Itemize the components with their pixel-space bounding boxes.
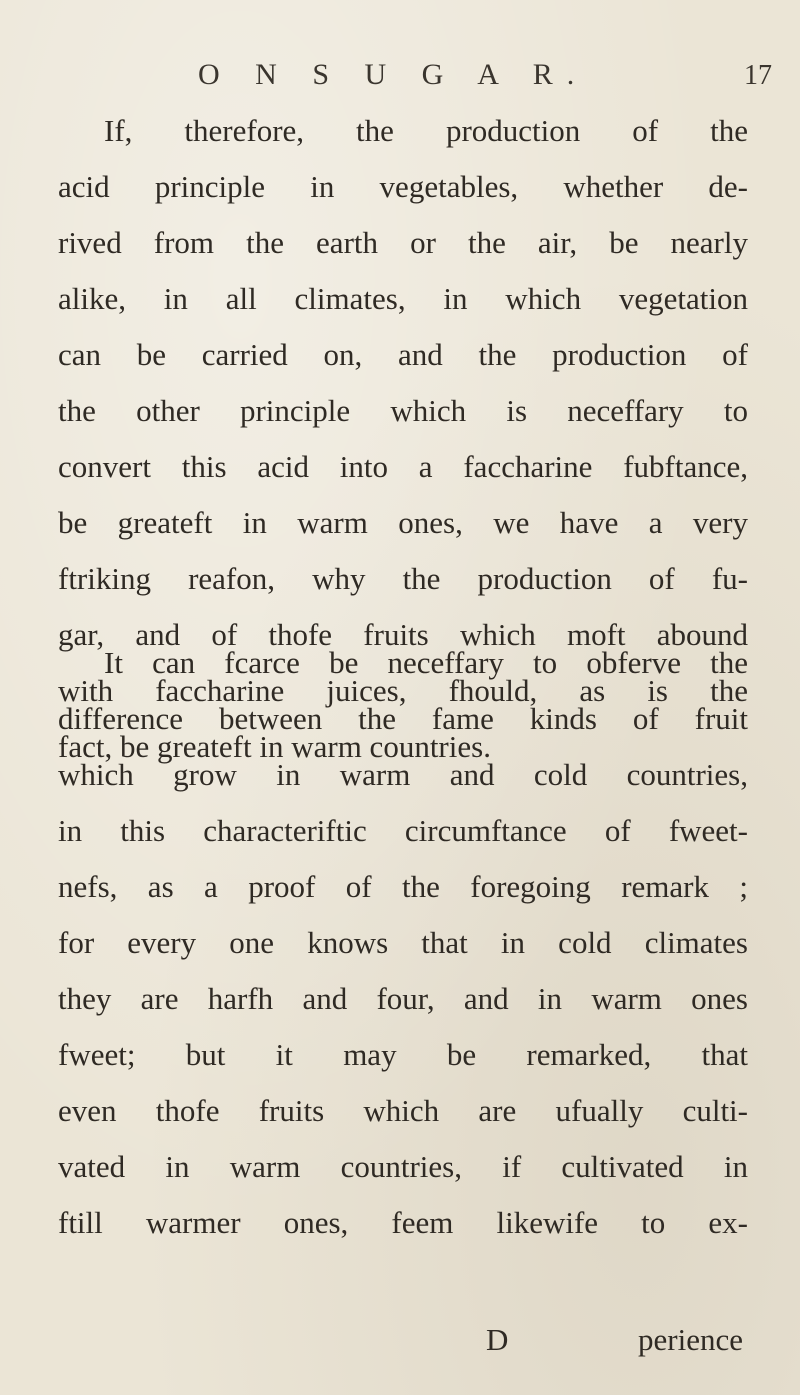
text-line: gar, and of thofe fruits which moft abound — [58, 617, 748, 652]
text-line: ftill warmer ones, feem likewife to ex- — [58, 1205, 748, 1240]
text-line: in this characteriftic circumftance of fweet- — [58, 813, 748, 848]
page-footer — [58, 1312, 748, 1368]
paragraph-2 — [58, 635, 748, 1251]
text-line: It can fcarce be neceffary to obferve the — [104, 645, 748, 680]
text-line: fact, be greateft in warm countries. — [58, 729, 491, 764]
text-line: nefs, as a proof of the foregoing remark ; — [58, 869, 748, 904]
text-line: ftriking reafon, why the production of fu- — [58, 561, 748, 596]
text-line: be greateft in warm ones, we have a very — [58, 505, 748, 540]
text-line: rived from the earth or the air, be nearly — [58, 225, 748, 260]
text-line: vated in warm countries, if cultivated in — [58, 1149, 748, 1184]
text-line: even thofe fruits which are ufually culti- — [58, 1093, 748, 1128]
text-line: they are harfh and four, and in warm ones — [58, 981, 748, 1016]
running-head: O N S U G A R. — [198, 58, 589, 91]
text-line: which grow in warm and cold countries, — [58, 757, 748, 792]
text-line: acid principle in vegetables, whether de- — [58, 169, 748, 204]
text-line: with faccharine juices, fhould, as is the — [58, 673, 748, 708]
text-line: can be carried on, and the production of — [58, 337, 748, 372]
text-line: fweet; but it may be remarked, that — [58, 1037, 748, 1072]
text-line: the other principle which is neceffary to — [58, 393, 748, 428]
text-line: convert this acid into a faccharine fubftance, — [58, 449, 748, 484]
page-number: 17 — [744, 60, 772, 91]
signature-mark: D — [486, 1322, 509, 1357]
text-line: difference between the fame kinds of fruit — [58, 701, 748, 736]
catchword: perience — [638, 1322, 743, 1357]
text-line: alike, in all climates, in which vegetation — [58, 281, 748, 316]
text-line: If, therefore, the production of the — [104, 113, 748, 148]
text-line: for every one knows that in cold climates — [58, 925, 748, 960]
